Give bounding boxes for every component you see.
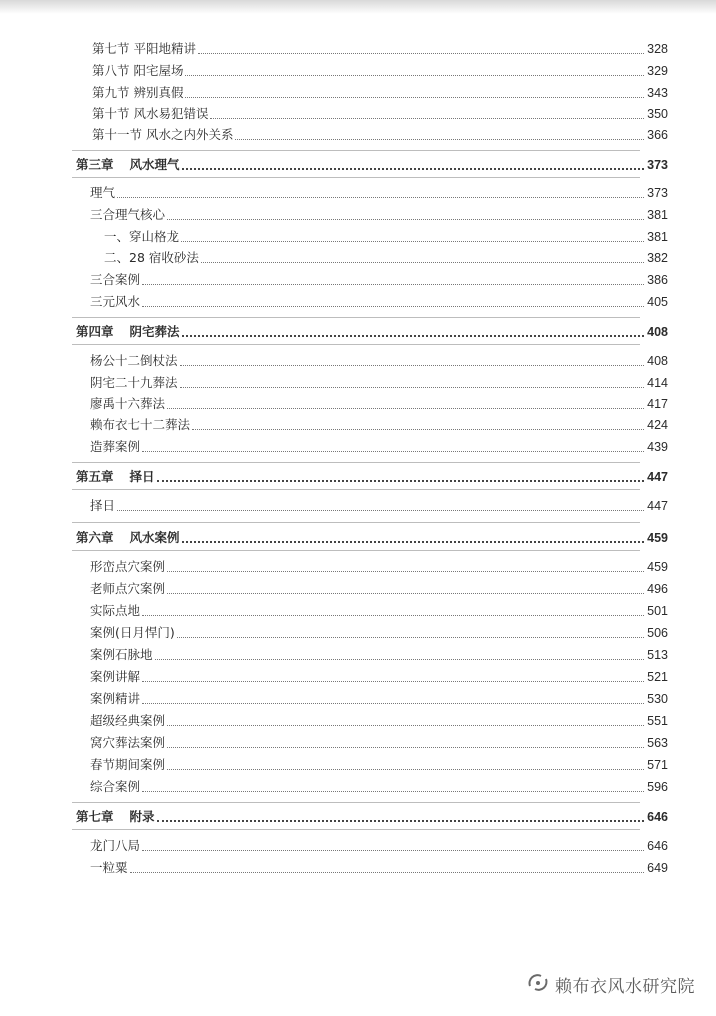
- dot-leader: [181, 241, 644, 242]
- toc-entry[interactable]: [90, 438, 668, 456]
- toc-entry-title: 龙门八局: [90, 838, 141, 853]
- toc-entry-title: 择日: [90, 498, 116, 513]
- dot-leader: [201, 262, 644, 263]
- toc-entry[interactable]: [92, 62, 668, 80]
- toc-entry-page: 382: [647, 251, 668, 265]
- dot-leader: [167, 769, 644, 770]
- toc-entry-title: 第七节 平阳地精讲: [92, 41, 196, 56]
- chapter-number: 第五章: [76, 469, 114, 484]
- dot-leader: [180, 387, 645, 388]
- toc-entry[interactable]: [90, 352, 668, 370]
- toc-entry-page: 381: [647, 208, 668, 222]
- dot-leader: [185, 97, 644, 98]
- dot-leader: [177, 637, 644, 638]
- section-divider: [72, 489, 640, 490]
- dot-leader: [157, 480, 645, 482]
- dot-leader: [182, 168, 645, 170]
- toc-entry-page: 447: [647, 499, 668, 513]
- toc-entry[interactable]: [90, 690, 668, 708]
- section-divider: [72, 522, 640, 523]
- wechat-public-account-icon: [527, 974, 549, 996]
- toc-entry[interactable]: [90, 558, 668, 576]
- toc-entry-title: 案例(日月悍门): [90, 625, 175, 640]
- toc-entry-title: 第十一节 风水之内外关系: [92, 127, 234, 142]
- toc-chapter[interactable]: [76, 323, 668, 341]
- toc-entry-title: 理气: [90, 185, 116, 200]
- toc-entry-title: 赖布衣七十二葬法: [90, 417, 191, 432]
- toc-entry-title: 三合理气核心: [90, 207, 166, 222]
- toc-entry-page: 405: [647, 295, 668, 309]
- toc-entry-page: 350: [647, 107, 668, 121]
- chapter-page: 408: [647, 325, 668, 339]
- toc-entry[interactable]: [90, 374, 668, 392]
- toc-entry-page: 513: [647, 648, 668, 662]
- dot-leader: [180, 365, 645, 366]
- dot-leader: [117, 510, 644, 511]
- section-divider: [72, 550, 640, 551]
- dot-leader: [142, 681, 644, 682]
- toc-entry-page: 424: [647, 418, 668, 432]
- toc-entry-title: 案例石脉地: [90, 647, 153, 662]
- section-divider: [72, 317, 640, 318]
- toc-entry[interactable]: [90, 734, 668, 752]
- section-divider: [72, 150, 640, 151]
- dot-leader: [142, 791, 644, 792]
- toc-entry-title: 第十节 风水易犯错误: [92, 106, 209, 121]
- toc-entry[interactable]: [90, 602, 668, 620]
- toc-entry[interactable]: [90, 580, 668, 598]
- section-divider: [72, 802, 640, 803]
- chapter-title: 风水理气: [129, 157, 180, 172]
- dot-leader: [167, 408, 644, 409]
- toc-entry[interactable]: [90, 712, 668, 730]
- chapter-page: 373: [647, 158, 668, 172]
- toc-entry[interactable]: [90, 416, 668, 434]
- toc-entry-page: 381: [647, 230, 668, 244]
- toc-entry-title: 实际点地: [90, 603, 141, 618]
- toc-entry[interactable]: [92, 84, 668, 102]
- dot-leader: [167, 593, 644, 594]
- toc-entry-title: 造葬案例: [90, 439, 141, 454]
- toc-entry[interactable]: [90, 756, 668, 774]
- toc-entry-title: 形峦点穴案例: [90, 559, 166, 574]
- dot-leader: [182, 541, 645, 543]
- toc-entry-title: 杨公十二倒杖法: [90, 353, 178, 368]
- toc-entry-page: 596: [647, 780, 668, 794]
- toc-entry[interactable]: [104, 228, 668, 246]
- toc-entry-page: 496: [647, 582, 668, 596]
- section-divider: [72, 177, 640, 178]
- toc-entry[interactable]: [90, 206, 668, 224]
- toc-entry[interactable]: [90, 646, 668, 664]
- dot-leader: [155, 659, 645, 660]
- dot-leader: [192, 429, 644, 430]
- toc-entry-page: 439: [647, 440, 668, 454]
- dot-leader: [167, 571, 644, 572]
- dot-leader: [182, 335, 645, 337]
- toc-entry-page: 373: [647, 186, 668, 200]
- toc-entry-page: 551: [647, 714, 668, 728]
- toc-entry-page: 501: [647, 604, 668, 618]
- dot-leader: [117, 197, 644, 198]
- toc-entry-title: 一粒粟: [90, 860, 128, 875]
- watermark-label: 赖布衣风水研究院: [555, 977, 695, 997]
- chapter-number: 第三章: [76, 157, 114, 172]
- dot-leader: [142, 284, 644, 285]
- toc-entry-title: 阴宅二十九葬法: [90, 375, 178, 390]
- watermark: [527, 972, 695, 997]
- dot-leader: [142, 615, 644, 616]
- toc-entry-title: 一、穿山格龙: [104, 229, 180, 244]
- dot-leader: [185, 75, 644, 76]
- chapter-page: 447: [647, 470, 668, 484]
- dot-leader: [142, 850, 644, 851]
- chapter-title: 阴宅葬法: [129, 324, 180, 339]
- toc-entry[interactable]: [92, 126, 668, 144]
- toc-entry-title: 窝穴葬法案例: [90, 735, 166, 750]
- toc-chapter[interactable]: [76, 529, 668, 547]
- toc-entry-title: 三元风水: [90, 294, 141, 309]
- toc-entry[interactable]: [90, 395, 668, 413]
- dot-leader: [130, 872, 645, 873]
- dot-leader: [167, 725, 644, 726]
- dot-leader: [198, 53, 644, 54]
- chapter-page: 646: [647, 810, 668, 824]
- toc-entry[interactable]: [90, 184, 668, 202]
- toc-entry-title: 超级经典案例: [90, 713, 166, 728]
- toc-entry-page: 459: [647, 560, 668, 574]
- dot-leader: [142, 451, 644, 452]
- chapter-number: 第六章: [76, 530, 114, 545]
- toc-entry[interactable]: [90, 859, 668, 877]
- dot-leader: [235, 139, 644, 140]
- toc-entry-page: 343: [647, 86, 668, 100]
- section-divider: [72, 462, 640, 463]
- toc-entry-page: 366: [647, 128, 668, 142]
- toc-entry[interactable]: [104, 249, 668, 267]
- toc-entry-title: 第八节 阳宅屋场: [92, 63, 184, 78]
- toc-entry-title: 三合案例: [90, 272, 141, 287]
- toc-entry-page: 328: [647, 42, 668, 56]
- toc-entry[interactable]: [90, 668, 668, 686]
- chapter-page: 459: [647, 531, 668, 545]
- toc-entry[interactable]: [90, 271, 668, 289]
- toc-entry-title: 二、28 宿收砂法: [104, 250, 199, 265]
- chapter-number: 第四章: [76, 324, 114, 339]
- dot-leader: [142, 306, 644, 307]
- toc-entry-page: 329: [647, 64, 668, 78]
- toc-entry[interactable]: [90, 837, 668, 855]
- toc-entry-title: 老师点穴案例: [90, 581, 166, 596]
- toc-entry[interactable]: [90, 624, 668, 642]
- toc-chapter[interactable]: [76, 468, 668, 486]
- toc-entry-page: 530: [647, 692, 668, 706]
- dot-leader: [167, 747, 644, 748]
- toc-entry-page: 571: [647, 758, 668, 772]
- toc-entry-page: 386: [647, 273, 668, 287]
- toc-entry[interactable]: [90, 778, 668, 796]
- dot-leader: [210, 118, 644, 119]
- section-divider: [72, 344, 640, 345]
- toc-entry-page: 506: [647, 626, 668, 640]
- toc-entry-title: 廖禹十六葬法: [90, 396, 166, 411]
- toc-entry-title: 案例讲解: [90, 669, 141, 684]
- toc-entry-page: 563: [647, 736, 668, 750]
- chapter-title: 风水案例: [129, 530, 180, 545]
- toc-entry-page: 417: [647, 397, 668, 411]
- toc-entry-page: 408: [647, 354, 668, 368]
- toc-entry-page: 414: [647, 376, 668, 390]
- toc-entry[interactable]: [90, 293, 668, 311]
- chapter-number: 第七章: [76, 809, 114, 824]
- toc-entry-page: 521: [647, 670, 668, 684]
- chapter-title: 择日: [129, 469, 155, 484]
- toc-entry-page: 646: [647, 839, 668, 853]
- toc-entry-page: 649: [647, 861, 668, 875]
- dot-leader: [167, 219, 644, 220]
- dot-leader: [142, 703, 644, 704]
- toc-entry-title: 案例精讲: [90, 691, 141, 706]
- toc-entry-title: 春节期间案例: [90, 757, 166, 772]
- toc-chapter[interactable]: [76, 156, 668, 174]
- toc-entry-title: 综合案例: [90, 779, 141, 794]
- dot-leader: [157, 820, 645, 822]
- toc-entry-title: 第九节 辨别真假: [92, 85, 184, 100]
- section-divider: [72, 829, 640, 830]
- toc-entry[interactable]: [92, 105, 668, 123]
- toc-entry[interactable]: [90, 497, 668, 515]
- toc-chapter[interactable]: [76, 808, 668, 826]
- toc-entry[interactable]: [92, 40, 668, 58]
- chapter-title: 附录: [129, 809, 155, 824]
